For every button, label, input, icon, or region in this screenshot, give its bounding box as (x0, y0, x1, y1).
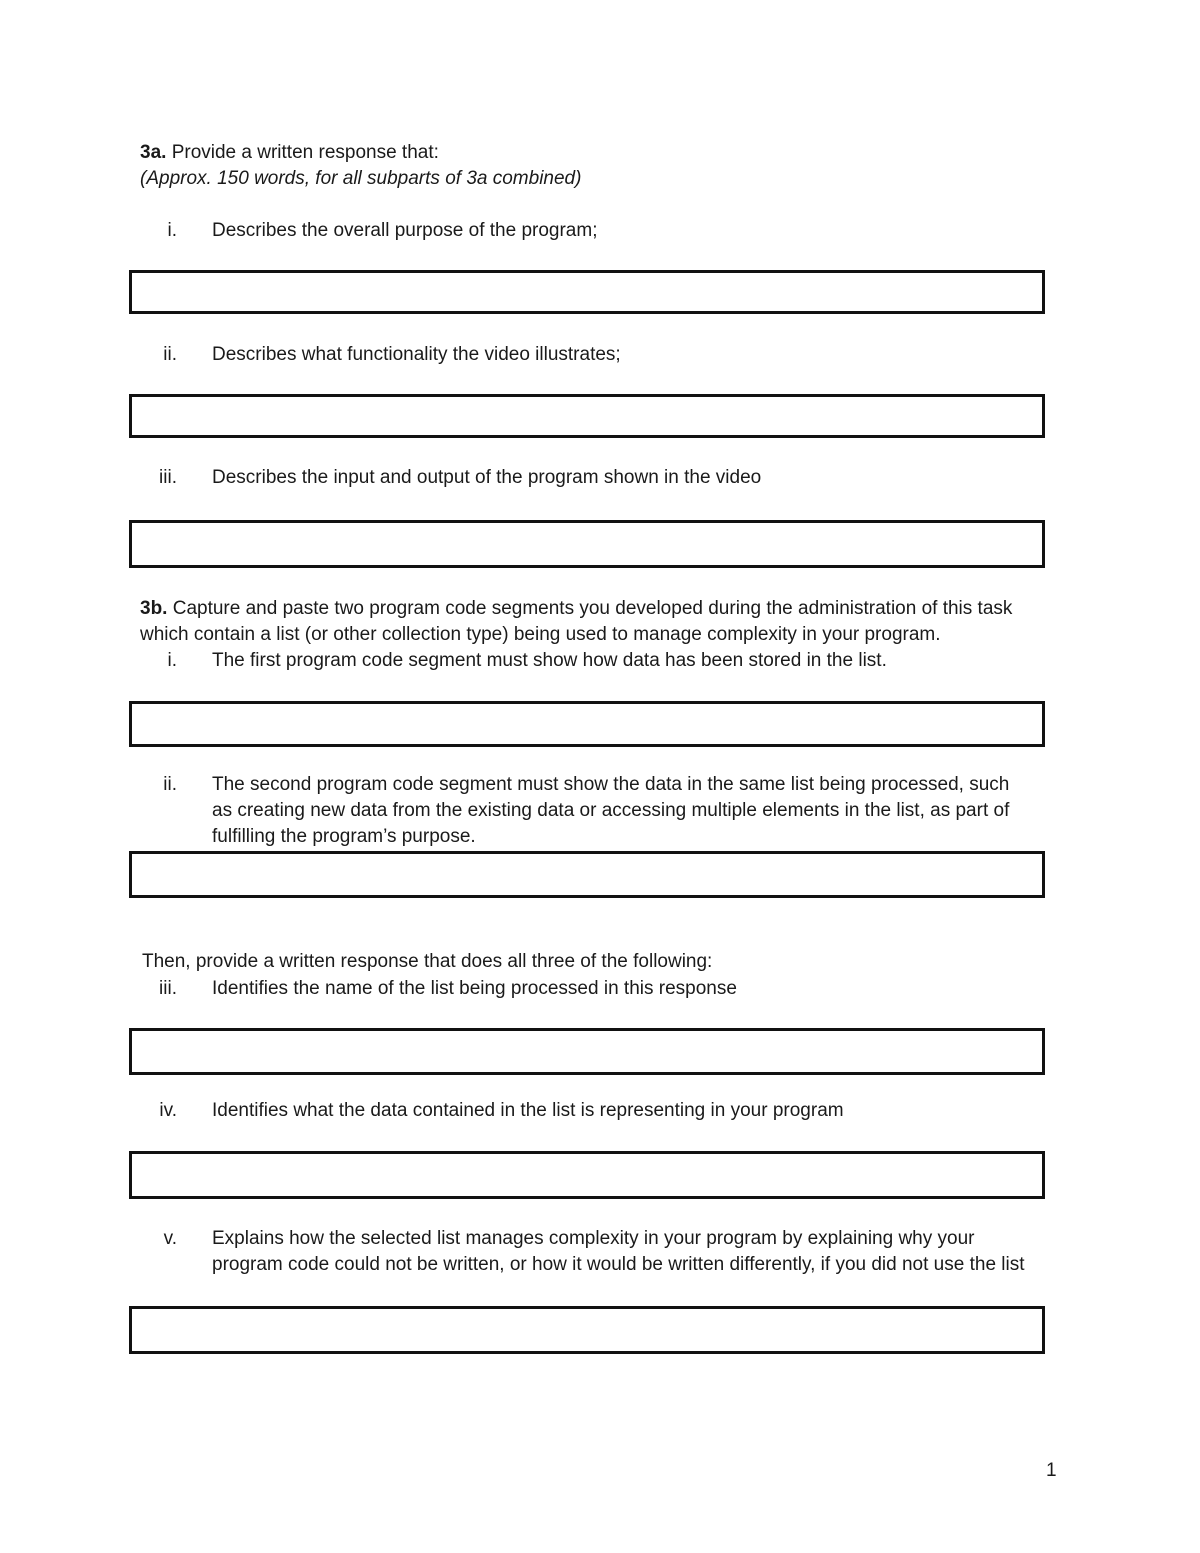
section-3b-prompt-line2: which contain a list (or other collection type) being used to manage complexity in your program. (140, 624, 941, 645)
response-box-3a-iii[interactable] (129, 520, 1045, 568)
section-3a-prompt: Provide a written response that: (171, 142, 439, 163)
section-3a-note: (Approx. 150 words, for all subparts of 3a combined) (140, 168, 582, 189)
response-box-3b-v[interactable] (129, 1306, 1045, 1354)
section-3b-heading (140, 596, 1012, 622)
item-number: i. (167, 220, 177, 241)
item-text-line: program code could not be written, or how it would be written differently, if you did not use the list (212, 1254, 1025, 1275)
response-box-3a-i[interactable] (129, 270, 1045, 314)
item-text: Describes the input and output of the program shown in the video (212, 467, 762, 488)
then-instruction: Then, provide a written response that does all three of the following: (142, 951, 713, 972)
item-number: iii. (159, 978, 177, 999)
section-3a-heading (140, 140, 439, 166)
item-number: ii. (163, 774, 177, 795)
item-text-line: as creating new data from the existing data or accessing multiple elements in the list, as part of (212, 800, 1010, 821)
code-segment-box-1[interactable] (129, 701, 1045, 747)
item-text: Identifies the name of the list being processed in this response (212, 978, 737, 999)
response-box-3a-ii[interactable] (129, 394, 1045, 438)
item-number: ii. (163, 344, 177, 365)
section-3a-label: 3a. (140, 142, 167, 163)
response-box-3b-iv[interactable] (129, 1151, 1045, 1199)
item-text: The first program code segment must show how data has been stored in the list. (212, 650, 887, 671)
item-text: Identifies what the data contained in the list is representing in your program (212, 1100, 844, 1121)
item-text: Describes the overall purpose of the program; (212, 220, 598, 241)
item-number: iii. (159, 467, 177, 488)
item-number: iv. (159, 1100, 177, 1121)
page-number: 1 (1046, 1460, 1057, 1481)
section-3b-label: 3b. (140, 598, 168, 619)
code-segment-box-2[interactable] (129, 851, 1045, 898)
item-text: Describes what functionality the video illustrates; (212, 344, 621, 365)
response-box-3b-iii[interactable] (129, 1028, 1045, 1075)
item-text-line: The second program code segment must show the data in the same list being processed, such (212, 774, 1010, 795)
item-text-line: Explains how the selected list manages complexity in your program by explaining why your (212, 1228, 975, 1249)
item-number: i. (167, 650, 177, 671)
item-text-line: fulfilling the program’s purpose. (212, 826, 476, 847)
section-3b-prompt-line1: Capture and paste two program code segments you developed during the administration of this task (172, 598, 1013, 619)
item-number: v. (163, 1228, 177, 1249)
